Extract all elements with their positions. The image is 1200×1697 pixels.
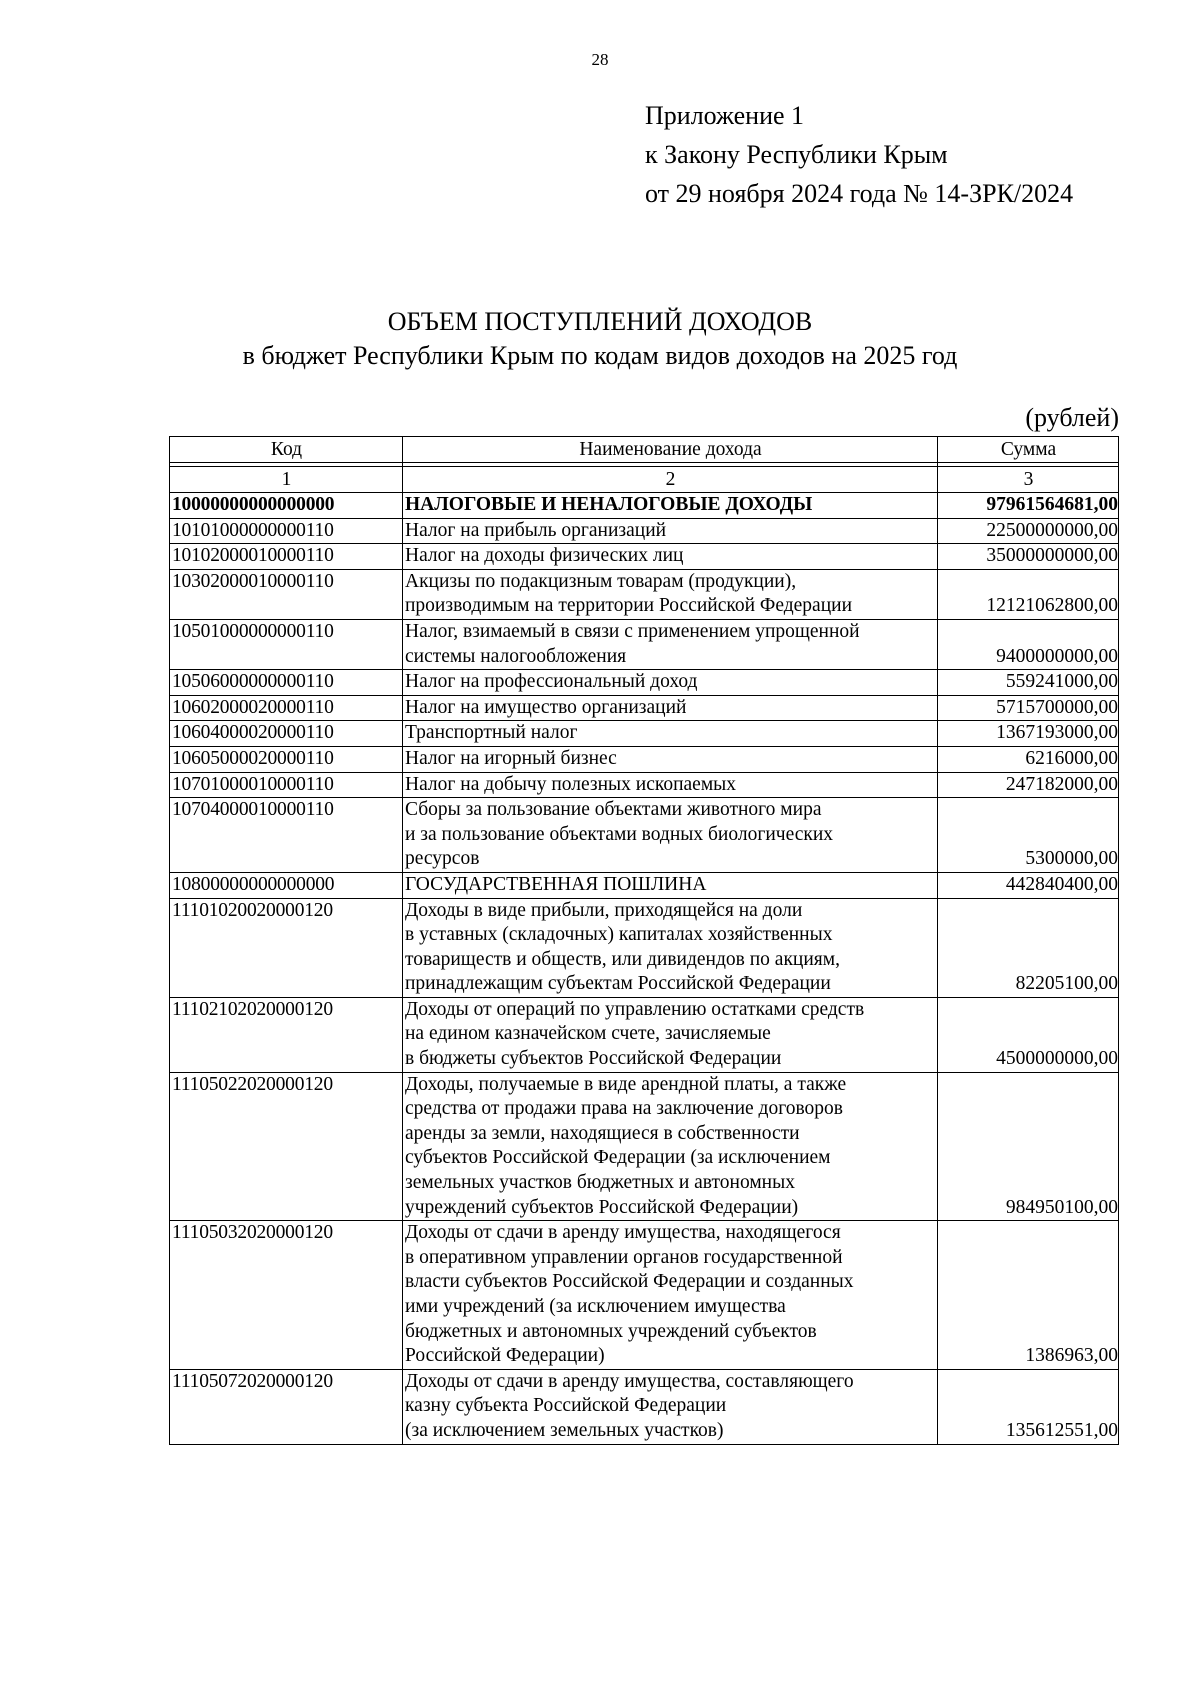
table-row [170,1369,1119,1444]
table-row [170,518,1119,544]
code-cell: 11101020020000120 [170,898,403,997]
amount-cell: 9400000000,00 [938,619,1119,669]
amount-cell: 559241000,00 [938,670,1119,696]
title-line-2: в бюджет Республики Крым по кодам видов доходов на 2025 год [242,341,958,370]
code-cell: 10000000000000000 [170,493,403,519]
amount-cell: 97961564681,00 [938,493,1119,519]
amount-cell: 135612551,00 [938,1369,1119,1444]
table-row [170,493,1119,519]
table-row [170,872,1119,898]
code-cell: 11105072020000120 [170,1369,403,1444]
amount-cell: 1367193000,00 [938,721,1119,747]
header-name: Наименование дохода [403,437,938,463]
amount-cell: 12121062800,00 [938,569,1119,619]
amount-cell: 1386963,00 [938,1221,1119,1370]
name-cell: Сборы за пользование объектами животного мира и за пользование объектами водных биологических ресурсов [403,798,938,873]
amount-cell: 4500000000,00 [938,997,1119,1072]
code-cell: 10605000020000110 [170,746,403,772]
name-cell: Доходы от сдачи в аренду имущества, находящегося в оперативном управлении органов государственной власти субъектов Российской Федерации и созданных ими учреждений (за исключением имущества бюджетных и автономных учреждений субъектов Российской Федерации) [403,1221,938,1370]
code-cell: 10704000010000110 [170,798,403,873]
table-row [170,619,1119,669]
table-row [170,1221,1119,1370]
name-cell: Налог на профессиональный доход [403,670,938,696]
code-cell: 10101000000000110 [170,518,403,544]
appendix-line-1: Приложение 1 [645,101,805,130]
amount-cell: 6216000,00 [938,746,1119,772]
code-cell: 10602000020000110 [170,695,403,721]
document-title [0,305,1200,373]
table-row [170,1072,1119,1221]
name-cell: Доходы в виде прибыли, приходящейся на доли в уставных (складочных) капиталах хозяйственных товариществ и обществ, или дивидендов по акциям, принадлежащим субъектам Российской Федерации [403,898,938,997]
code-cell: 10102000010000110 [170,544,403,570]
column-number-1: 1 [170,467,403,493]
amount-cell: 984950100,00 [938,1072,1119,1221]
name-cell: Налог на прибыль организаций [403,518,938,544]
amount-cell: 35000000000,00 [938,544,1119,570]
amount-cell: 5715700000,00 [938,695,1119,721]
table-row [170,898,1119,997]
name-cell: Акцизы по подакцизным товарам (продукции), производимым на территории Российской Федерации [403,569,938,619]
table-row [170,695,1119,721]
name-cell: Доходы от сдачи в аренду имущества, составляющего казну субъекта Российской Федерации (за исключением земельных участков) [403,1369,938,1444]
revenue-table [169,436,1119,1445]
column-number-3: 3 [938,467,1119,493]
column-number-row [170,467,1119,493]
code-cell: 10302000010000110 [170,569,403,619]
amount-cell: 247182000,00 [938,772,1119,798]
table-row [170,997,1119,1072]
table-row [170,670,1119,696]
table-row [170,772,1119,798]
appendix-block [645,96,1073,213]
header-amount: Сумма [938,437,1119,463]
code-cell: 10506000000000110 [170,670,403,696]
code-cell: 11102102020000120 [170,997,403,1072]
column-number-2: 2 [403,467,938,493]
code-cell: 10701000010000110 [170,772,403,798]
table-header-row [170,437,1119,463]
table-row [170,746,1119,772]
code-cell: 10501000000000110 [170,619,403,669]
amount-cell: 82205100,00 [938,898,1119,997]
code-cell: 10800000000000000 [170,872,403,898]
name-cell: Налог на игорный бизнес [403,746,938,772]
code-cell: 11105032020000120 [170,1221,403,1370]
page-number: 28 [591,50,609,69]
amount-cell: 22500000000,00 [938,518,1119,544]
name-cell: Доходы, получаемые в виде арендной платы, а также средства от продажи права на заключение договоров аренды за земли, находящиеся в собственности субъектов Российской Федерации (за исключением земельных участков бюджетных и автономных учреждений субъектов Российской Федерации) [403,1072,938,1221]
units-label: (рублей) [1025,403,1119,432]
table-row [170,569,1119,619]
amount-cell: 442840400,00 [938,872,1119,898]
name-cell: НАЛОГОВЫЕ И НЕНАЛОГОВЫЕ ДОХОДЫ [403,493,938,519]
title-line-1: ОБЪЕМ ПОСТУПЛЕНИЙ ДОХОДОВ [387,307,813,336]
name-cell: Транспортный налог [403,721,938,747]
amount-cell: 5300000,00 [938,798,1119,873]
name-cell: Налог на имущество организаций [403,695,938,721]
appendix-line-3: от 29 ноября 2024 года № 14-ЗРК/2024 [645,179,1074,208]
name-cell: ГОСУДАРСТВЕННАЯ ПОШЛИНА [403,872,938,898]
code-cell: 10604000020000110 [170,721,403,747]
name-cell: Налог на добычу полезных ископаемых [403,772,938,798]
name-cell: Налог на доходы физических лиц [403,544,938,570]
name-cell: Доходы от операций по управлению остатками средств на едином казначейском счете, зачисляемые в бюджеты субъектов Российской Федерации [403,997,938,1072]
header-code: Код [170,437,403,463]
appendix-line-2: к Закону Республики Крым [645,140,948,169]
table-row [170,721,1119,747]
code-cell: 11105022020000120 [170,1072,403,1221]
table-row [170,798,1119,873]
name-cell: Налог, взимаемый в связи с применением упрощенной системы налогообложения [403,619,938,669]
table-row [170,544,1119,570]
